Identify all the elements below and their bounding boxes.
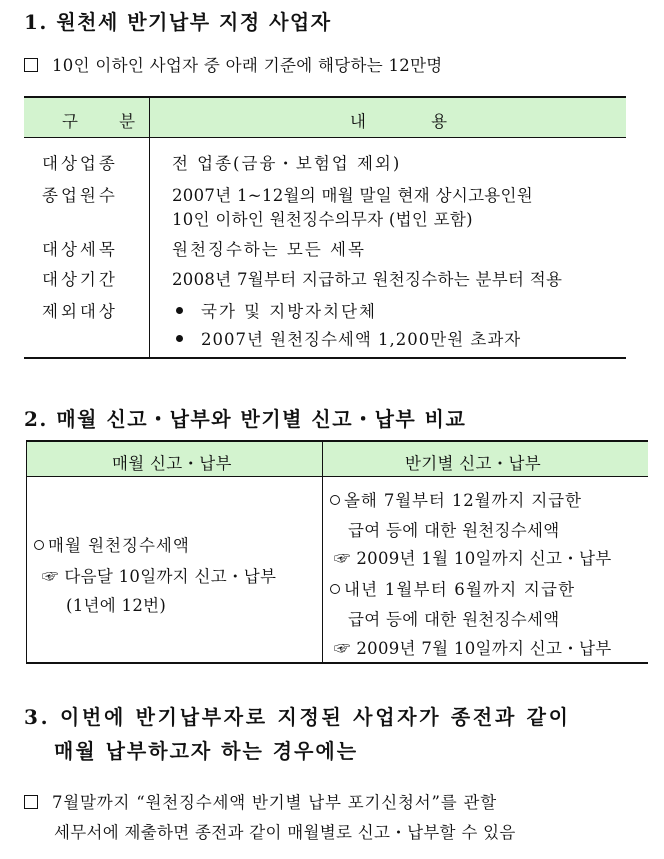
- section1-note-text: 10인 이하인 사업자 중 아래 기준에 해당하는 12만명: [52, 56, 443, 75]
- header-semiannual: 반기별 신고・납부: [405, 454, 542, 473]
- row-value-tax-items: 원천징수하는 모든 세목: [172, 240, 366, 259]
- circle-bullet-icon: [330, 584, 340, 594]
- section3-note-line2: 세무서에 제출하면 종전과 같이 매월별로 신고・납부할 수 있음: [54, 823, 516, 842]
- monthly-deadline: ☞ 다음달 10일까지 신고・납부: [42, 567, 277, 586]
- checkbox-square-icon: [24, 58, 38, 72]
- row-label-tax-items: 대상세목: [42, 240, 118, 259]
- table-rule: [26, 662, 648, 664]
- table-rule: [24, 357, 626, 359]
- row-value-employees-1: 2007년 1~12월의 매월 말일 현재 상시고용인원: [172, 186, 534, 205]
- bullet-icon: [176, 307, 183, 314]
- header-monthly: 매월 신고・납부: [112, 454, 232, 473]
- row-label-employees: 종업원수: [42, 186, 118, 205]
- semiannual-item-2-line2: 급여 등에 대한 원천징수세액: [348, 610, 560, 629]
- row-label-period: 대상기간: [42, 270, 118, 289]
- semiannual-item-2-deadline: ☞ 2009년 7월 10일까지 신고・납부: [334, 639, 612, 658]
- semiannual-item-1: 올해 7월부터 12월까지 지급한: [330, 487, 582, 511]
- row-value-industry: 전 업종(금융・보험업 제외): [172, 154, 402, 173]
- excluded-item: 2007년 원천징수세액 1,200만원 초과자: [176, 326, 521, 350]
- column-divider: [149, 97, 150, 357]
- section1-note: [24, 52, 443, 76]
- monthly-frequency: (1년에 12번): [66, 596, 167, 615]
- semiannual-item-1-line2: 급여 등에 대한 원천징수세액: [348, 521, 560, 540]
- table-rule: [26, 440, 648, 442]
- row-label-industry: 대상업종: [42, 154, 118, 173]
- bullet-icon: [176, 335, 183, 342]
- row-label-excluded: 제외대상: [42, 302, 118, 321]
- section3-note-line1: 7월말까지 “원천징수세액 반기별 납부 포기신청서”를 관할: [52, 793, 497, 812]
- section2-heading: 2. 매월 신고・납부와 반기별 신고・납부 비교: [24, 407, 467, 431]
- monthly-item: 매월 원천징수세액: [34, 532, 190, 556]
- section3-heading-line2: 매월 납부하고자 하는 경우에는: [54, 739, 359, 763]
- row-value-period: 2008년 7월부터 지급하고 원천징수하는 분부터 적용: [172, 270, 563, 289]
- section3-heading-line1: 3. 이번에 반기납부자로 지정된 사업자가 종전과 같이: [24, 705, 571, 729]
- excluded-item: 국가 및 지방자치단체: [176, 298, 377, 322]
- table-rule: [24, 96, 626, 98]
- criteria-header-category: 구 분: [62, 112, 154, 131]
- semiannual-item-2: 내년 1월부터 6월까지 지급한: [330, 576, 575, 600]
- table-rule: [24, 137, 626, 138]
- section3-note: [24, 789, 497, 813]
- table-border: [26, 441, 27, 662]
- criteria-header-content: 내 용: [350, 112, 478, 131]
- circle-bullet-icon: [34, 540, 44, 550]
- row-value-employees-2: 10인 이하인 원천징수의무자 (법인 포함): [172, 210, 473, 229]
- column-divider: [322, 441, 323, 662]
- semiannual-item-1-deadline: ☞ 2009년 1월 10일까지 신고・납부: [334, 549, 612, 568]
- table-rule: [26, 476, 648, 477]
- section1-heading: 1. 원천세 반기납부 지정 사업자: [24, 10, 332, 34]
- checkbox-square-icon: [24, 795, 38, 809]
- circle-bullet-icon: [330, 495, 340, 505]
